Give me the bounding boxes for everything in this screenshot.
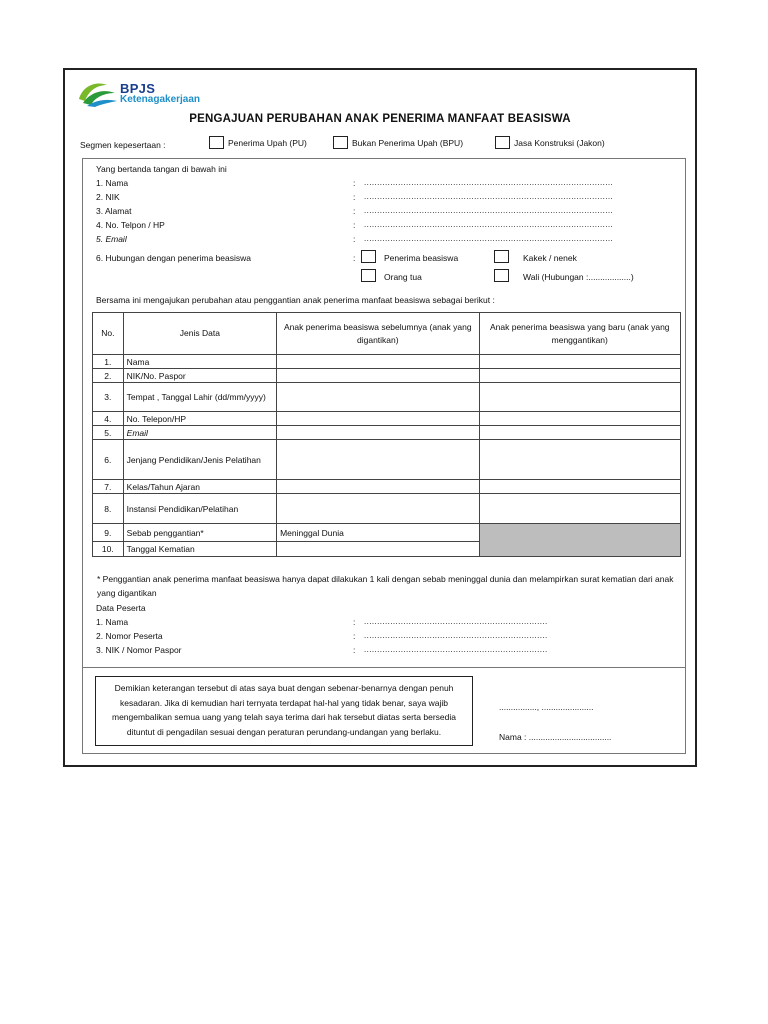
checkbox[interactable] bbox=[209, 136, 224, 149]
form-title: PENGAJUAN PERUBAHAN ANAK PENERIMA MANFAAT BEASISWA bbox=[189, 113, 571, 125]
relation-checkbox-kakek[interactable] bbox=[494, 250, 509, 263]
request-text: Bersama ini mengajukan perubahan atau penggantian anak penerima manfaat beasiswa sebagai berikut : bbox=[96, 295, 495, 305]
bpjs-logo bbox=[77, 79, 227, 107]
new-cell[interactable] bbox=[479, 369, 680, 383]
signer-name-input[interactable]: ............................................................................................... bbox=[364, 178, 614, 187]
peserta-number-input[interactable]: ...................................................................... bbox=[364, 631, 548, 640]
form-sheet bbox=[63, 68, 697, 767]
table-row: 7. Kelas/Tahun Ajaran bbox=[93, 480, 681, 494]
peserta-name-input[interactable]: ...................................................................... bbox=[364, 617, 548, 626]
relation-checkbox-orangtua[interactable] bbox=[361, 269, 376, 282]
peserta-title: Data Peserta bbox=[96, 603, 146, 613]
form-body: Yang bertanda tangan di bawah ini 1. Nama 2. NIK 3. Alamat 4. No. Telpon / HP 5. Email : : : : : ............................................................................................... ............................................................................................... ............................................................................................... ............................................................................................... ............................................................................................... 6. Hubungan dengan penerima beasiswa : Penerima beasiswa Kakek / nenek Orang tua Wali (Hubungan :..................) Bersama ini mengajukan perubahan atau penggantian anak penerima manfaat beasiswa sebagai berikut : No. Jenis Data Anak penerima beasiswa sebelumnya (anak yang digantikan) Anak penerima beasiswa yang baru (anak yang menggantikan) 1. Nama 2. NIK/No. Paspor 3. Tempat , Tanggal Lahir (dd/mm/yyyy) 4. No. Telepon/HP 5. Email 6. Jenjang Pendidikan/Jenis Pelatihan 7. Kelas/Tahun Ajaran 8. Instansi Pendidikan/Pelatihan 9. Sebab penggantian* Meninggal Dunia 10. Tanggal Kematian * Penggantian anak penerima manfaat beasiswa hanya dapat dilakukan 1 kali dengan sebab meninggal dunia dan melampirkan surat kematian dari anak yang digantikan Data Peserta 1. Nama 2. Nomor Peserta 3. NIK / Nomor Paspor : : : ...................................................................... ...................................................................... ...................................................................... Demikian keterangan tersebut di atas saya buat dengan sebenar-benarnya dengan penuh kesadaran. Jika di kemudian hari ternyata terdapat hal-hal yang tidak benar, saya wajib mengembalikan semua uang yang telah saya terima dari hak tersebut diatas serta bersedia dituntut di pengadilan sesuai dengan peraturan perundang-undangan yang berlaku. ................, ...................... Nama : ................................... bbox=[82, 158, 686, 754]
signer-field-label: 5. Email bbox=[96, 234, 127, 244]
table-header-row bbox=[93, 313, 681, 355]
footnote: * Penggantian anak penerima manfaat beasiswa hanya dapat dilakukan 1 kali dengan sebab meninggal dunia dan melampirkan surat kematian dari anak yang digantikan bbox=[97, 574, 674, 598]
segmen-option-jakon[interactable]: Jasa Konstruksi (Jakon) bbox=[495, 136, 605, 149]
prev-cell: Meninggal Dunia bbox=[277, 524, 479, 542]
signer-phone-input[interactable]: ............................................................................................... bbox=[364, 220, 614, 229]
prev-cell[interactable] bbox=[277, 480, 479, 494]
peserta-field-label: 2. Nomor Peserta bbox=[96, 631, 163, 641]
relation-checkbox-penerima[interactable] bbox=[361, 250, 376, 263]
signer-field-label: 1. Nama bbox=[96, 178, 129, 188]
table-row: 8. Instansi Pendidikan/Pelatihan bbox=[93, 494, 681, 524]
prev-cell[interactable] bbox=[277, 542, 479, 557]
table-row: 5. Email bbox=[93, 426, 681, 440]
table-row: 9. Sebab penggantian* Meninggal Dunia bbox=[93, 524, 681, 542]
prev-cell[interactable] bbox=[277, 426, 479, 440]
checkbox[interactable] bbox=[333, 136, 348, 149]
signer-email-input[interactable]: ............................................................................................... bbox=[364, 234, 614, 243]
segmen-label: Segmen kepesertaan : bbox=[80, 140, 166, 150]
relation-checkbox-wali[interactable] bbox=[494, 269, 509, 282]
logo-subtitle: Ketenagakerjaan bbox=[120, 94, 201, 105]
new-cell[interactable] bbox=[479, 426, 680, 440]
prev-cell[interactable] bbox=[277, 369, 479, 383]
table-row: 3. Tempat , Tanggal Lahir (dd/mm/yyyy) bbox=[93, 383, 681, 412]
peserta-nik-input[interactable]: ...................................................................... bbox=[364, 645, 548, 654]
new-cell[interactable] bbox=[479, 355, 680, 369]
segmen-option-pu[interactable]: Penerima Upah (PU) bbox=[209, 136, 307, 149]
new-cell-disabled bbox=[479, 524, 680, 557]
header-no: No. bbox=[93, 313, 124, 355]
declaration-box: Demikian keterangan tersebut di atas saya buat dengan sebenar-benarnya dengan penuh kesadaran. Jika di kemudian hari ternyata terdapat hal-hal yang tidak benar, saya wajib mengembalikan semua uang yang telah saya terima dari hak tersebut diatas serta bersedia dituntut di pengadilan sesuai dengan peraturan perundang-undangan yang berlaku. bbox=[95, 676, 473, 746]
signer-field-label: 4. No. Telpon / HP bbox=[96, 220, 165, 230]
signer-address-input[interactable]: ............................................................................................... bbox=[364, 206, 614, 215]
signature-name-input[interactable]: Nama : ................................... bbox=[499, 732, 612, 742]
bpjs-logo-icon bbox=[77, 79, 119, 107]
new-cell[interactable] bbox=[479, 383, 680, 412]
segmen-option-bpu[interactable]: Bukan Penerima Upah (BPU) bbox=[333, 136, 463, 149]
data-table bbox=[92, 312, 681, 557]
prev-cell[interactable] bbox=[277, 355, 479, 369]
place-date-input[interactable]: ................, ...................... bbox=[499, 702, 594, 712]
table-row: 6. Jenjang Pendidikan/Jenis Pelatihan bbox=[93, 440, 681, 480]
peserta-field-label: 1. Nama bbox=[96, 617, 129, 627]
relation-label: 6. Hubungan dengan penerima beasiswa bbox=[96, 253, 252, 263]
signer-nik-input[interactable]: ............................................................................................... bbox=[364, 192, 614, 201]
signer-field-label: 2. NIK bbox=[96, 192, 120, 202]
header-prev: Anak penerima beasiswa sebelumnya (anak yang digantikan) bbox=[277, 313, 479, 355]
prev-cell[interactable] bbox=[277, 494, 479, 524]
table-row: 1. Nama bbox=[93, 355, 681, 369]
signer-intro: Yang bertanda tangan di bawah ini bbox=[96, 164, 227, 174]
table-row: 2. NIK/No. Paspor bbox=[93, 369, 681, 383]
header-new: Anak penerima beasiswa yang baru (anak yang menggantikan) bbox=[479, 313, 680, 355]
new-cell[interactable] bbox=[479, 480, 680, 494]
prev-cell[interactable] bbox=[277, 412, 479, 426]
table-row: 4. No. Telepon/HP bbox=[93, 412, 681, 426]
table-row: 10. Tanggal Kematian bbox=[93, 542, 681, 557]
peserta-field-label: 3. NIK / Nomor Paspor bbox=[96, 645, 182, 655]
header-jenis-data: Jenis Data bbox=[123, 313, 276, 355]
new-cell[interactable] bbox=[479, 412, 680, 426]
signer-field-label: 3. Alamat bbox=[96, 206, 132, 216]
new-cell[interactable] bbox=[479, 440, 680, 480]
logo-name: BPJS bbox=[120, 81, 156, 96]
checkbox[interactable] bbox=[495, 136, 510, 149]
divider bbox=[83, 667, 685, 668]
prev-cell[interactable] bbox=[277, 383, 479, 412]
prev-cell[interactable] bbox=[277, 440, 479, 480]
new-cell[interactable] bbox=[479, 494, 680, 524]
